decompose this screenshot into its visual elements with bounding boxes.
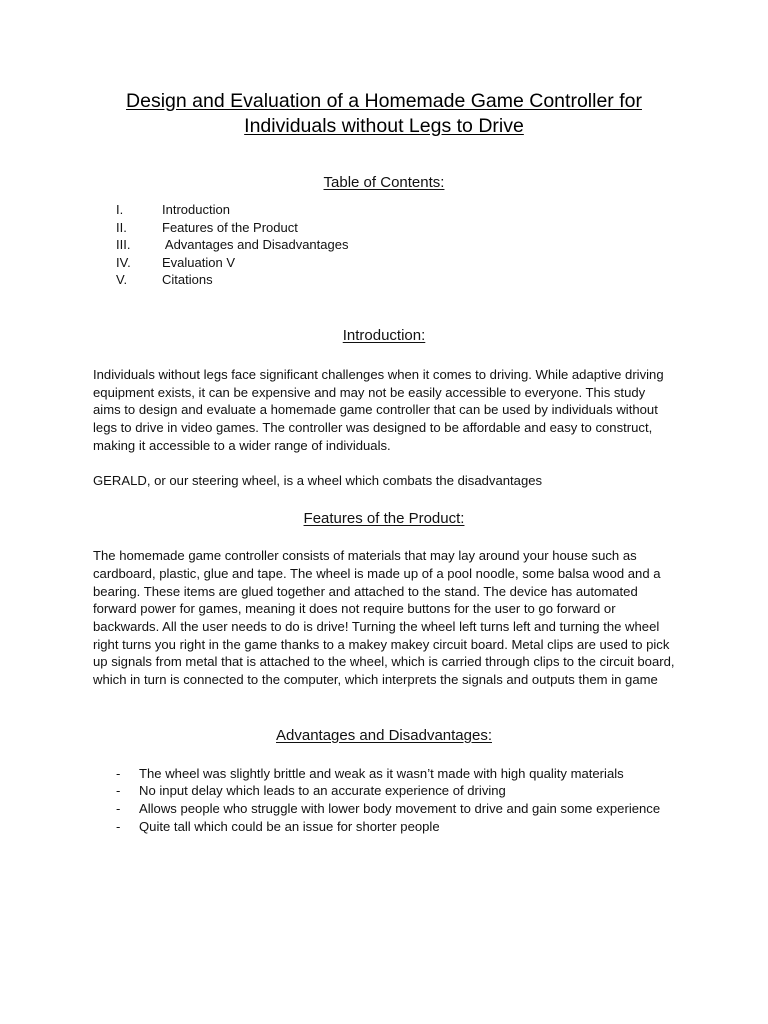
toc-item-label: Introduction xyxy=(162,202,230,217)
bullet-dash: - xyxy=(116,801,121,816)
toc-item-number: V. xyxy=(116,272,128,288)
list-item xyxy=(93,818,675,836)
features-heading xyxy=(93,510,675,528)
gerald-paragraph: GERALD, or our steering wheel, is a wheel which combats the disadvantages xyxy=(93,473,543,489)
introduction-heading xyxy=(93,327,675,345)
list-item-text: The wheel was slightly brittle and weak as it wasn’t made with high quality materials xyxy=(139,765,624,781)
toc-item-number: IV. xyxy=(116,254,131,270)
bullet-dash: - xyxy=(116,818,121,834)
toc-item-label: Advantages and Disadvantages xyxy=(162,237,349,253)
toc-item-number: I. xyxy=(116,202,124,217)
list-item-text: Quite tall which could be an issue for shorter people xyxy=(139,818,440,834)
toc-item xyxy=(93,271,675,289)
bullet-dash: - xyxy=(116,783,121,799)
list-item xyxy=(93,782,675,800)
toc-heading xyxy=(93,174,675,192)
toc-item xyxy=(93,219,675,237)
toc-item xyxy=(93,201,675,219)
features-heading-text: Features of the Product: xyxy=(303,510,465,528)
list-item xyxy=(93,765,675,783)
features-paragraph: The homemade game controller consists of materials that may lay around your house such as cardboard, plastic, glue and tape. The wheel is made up of a pool noodle, some balsa wood and a bearing. These items are glued together and attached to the stand. The device has automated forward power for games, meaning it does not require buttons for the user to go forward or backwards. All the user needs to do is drive! Turning the wheel left turns left and turning the wheel right turns you right in the game thanks to a makey makey circuit board. Metal clips are used to pick up signals from metal that is attached to the wheel, which is carried through clips to the circuit board, which in turn is connected to the computer, which interprets the signals and outputs them in game xyxy=(93,548,675,688)
toc-item-label: Features of the Product xyxy=(162,219,298,235)
toc-item-label: Citations xyxy=(162,272,213,288)
toc-item-number: II. xyxy=(116,219,127,235)
advantages-heading xyxy=(93,727,675,745)
toc-heading-text: Table of Contents: xyxy=(323,174,445,191)
document-title xyxy=(93,0,675,139)
toc-item-number: III. xyxy=(116,237,131,253)
introduction-paragraph: Individuals without legs face significant challenges when it comes to driving. While adaptive driving equipment exists, it can be expensive and may not be easily accessible to everyone. This study aims to design and evaluate a homemade game controller that can be used by individuals without legs to drive in video games. The controller was designed to be affordable and easy to construct, making it accessible to a wider range of individuals. xyxy=(93,366,664,453)
bullet-dash: - xyxy=(116,765,121,781)
toc-item xyxy=(93,236,675,254)
introduction-heading-text: Introduction: xyxy=(342,326,426,344)
advantages-heading-text: Advantages and Disadvantages: xyxy=(276,726,492,744)
toc-item-label: Evaluation V xyxy=(162,254,235,270)
table-of-contents xyxy=(93,201,675,289)
document-title-line1: Design and Evaluation of a Homemade Game Controller for xyxy=(126,90,642,112)
list-item xyxy=(93,800,675,818)
toc-item xyxy=(93,254,675,272)
list-item-text: No input delay which leads to an accurate experience of driving xyxy=(139,783,506,799)
advantages-list xyxy=(93,765,675,835)
list-item-text: Allows people who struggle with lower body movement to drive and gain some experience xyxy=(139,801,661,816)
document-title-line2: Individuals without Legs to Drive xyxy=(244,115,524,137)
